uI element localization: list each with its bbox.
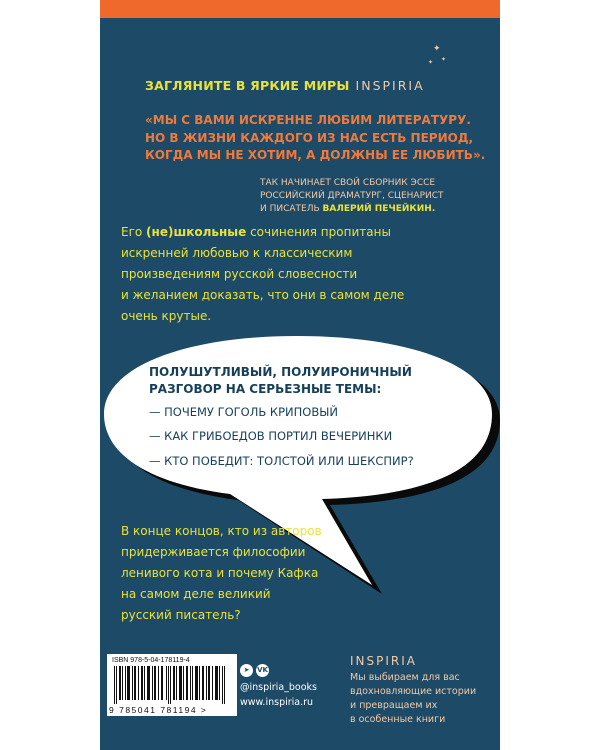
publisher-slogan — [350, 671, 476, 727]
quote-line: НО В ЖИЗНИ КАЖДОГО ИЗ НАС ЕСТЬ ПЕРИОД, — [145, 130, 474, 145]
intro-bold-word: (не)школьные — [146, 225, 247, 239]
quote-line: «МЫ С ВАМИ ИСКРЕННЕ ЛЮБИМ ЛИТЕРАТУРУ. — [145, 113, 471, 127]
website-link[interactable]: www.inspiria.ru — [240, 697, 314, 708]
intro-line: искренней любовью к классическим — [121, 246, 353, 260]
outro-line: В конце концов, кто из авторов — [121, 524, 322, 538]
speech-topic: — КАК ГРИБОЕДОВ ПОРТИЛ ВЕЧЕРИНКИ — [149, 429, 393, 443]
speech-topic: — ПОЧЕМУ ГОГОЛЬ КРИПОВЫЙ — [149, 405, 338, 419]
outro-paragraph — [121, 521, 341, 626]
ean-digits: 9 785041 781194 > — [109, 705, 208, 715]
quote-line: КОГДА МЫ НЕ ХОТИМ, А ДОЛЖНЫ ЕЕ ЛЮБИТЬ». — [145, 148, 486, 162]
author-name: ВАЛЕРИЙ ПЕЧЕЙКИН. — [322, 204, 436, 214]
speech-bubble-title — [149, 364, 412, 398]
publisher-logo: INSPIRIA — [350, 654, 417, 668]
slogan-line: вдохновляющие истории — [350, 686, 477, 697]
speech-title-line: ПОЛУШУТЛИВЫЙ, ПОЛУИРОНИЧНЫЙ — [149, 365, 412, 379]
attribution-line: ТАК НАЧИНАЕТ СВОЙ СБОРНИК ЭССЕ — [260, 178, 436, 188]
outro-line: на самом деле великий — [121, 587, 271, 601]
vk-icon[interactable]: VK — [256, 664, 269, 677]
sparkle-icon: ✦ — [441, 56, 447, 63]
isbn-number: ISBN 978-5-04-178119-4 — [112, 657, 190, 664]
intro-word: Его — [121, 225, 147, 239]
book-back-cover — [100, 0, 500, 750]
outro-line: русский писатель? — [121, 608, 241, 622]
slogan-line: в особенные книги — [350, 714, 446, 725]
attribution-line: РОССИЙСКИЙ ДРАМАТУРГ, СЦЕНАРИСТ — [260, 191, 444, 201]
barcode-bars — [111, 666, 233, 706]
headline-brand: INSPIRIA — [355, 78, 425, 93]
intro-line-rest: сочинения пропитаны — [246, 225, 391, 239]
headline-text: ЗАГЛЯНИТЕ В ЯРКИЕ МИРЫ — [145, 78, 350, 93]
intro-line: произведениям русской словесности — [121, 267, 358, 281]
speech-title-line: РАЗГОВОР НА СЕРЬЕЗНЫЕ ТЕМЫ: — [149, 382, 382, 396]
attribution-prefix: И ПИСАТЕЛЬ — [260, 204, 323, 214]
outro-line: ленивого кота и почему Кафка — [121, 566, 319, 580]
telegram-icon[interactable]: ➤ — [240, 664, 253, 677]
intro-line: очень крутые. — [121, 309, 212, 323]
isbn-barcode — [107, 654, 237, 716]
slogan-line: Мы выбираем для вас — [350, 672, 460, 683]
outro-line: придерживается философии — [121, 545, 306, 559]
sparkle-icon: ✦ — [433, 44, 441, 54]
slogan-line: и превращаем их — [350, 700, 438, 711]
sparkle-icon: ✦ — [428, 59, 434, 66]
intro-line: и желанием доказать, что они в самом деле — [121, 288, 405, 302]
speech-topic: — КТО ПОБЕДИТ: ТОЛСТОЙ ИЛИ ШЕКСПИР? — [149, 454, 414, 468]
social-handle[interactable]: @inspiria_books — [240, 682, 318, 693]
